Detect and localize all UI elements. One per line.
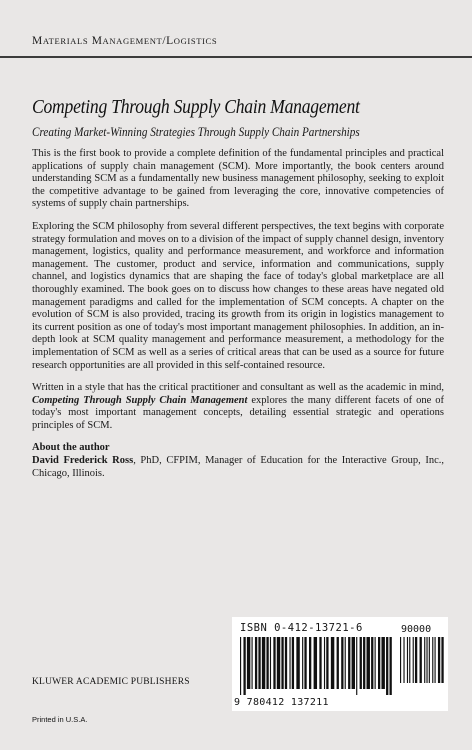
barcode-bar [319,637,321,689]
barcode-bar [407,637,408,683]
barcode-bar [304,637,306,689]
printed-in: Printed in U.S.A. [32,715,88,724]
paragraph-summary [32,382,444,432]
barcode-bar [378,637,380,689]
barcode-bar [270,637,271,689]
barcode-bar [309,637,311,689]
summary-text-end: explores the many different facets of one of today's most important management concepts, detailing essential strategic and operations principles of SCM. [32,394,444,431]
back-cover-text [32,148,444,480]
author-name: David Frederick Ross [32,455,134,467]
barcode-bar [331,637,334,689]
barcode-bar [258,637,260,689]
about-heading: About the author [32,442,110,454]
barcode-bar [432,637,433,683]
barcode-bar [426,637,427,683]
summary-text-start: Written in a style that has the critical practitioner and consultant as well as the academic in mind, [32,382,444,394]
barcode-bar [240,637,241,695]
barcode-bar [326,637,328,689]
barcode-bar [429,637,430,683]
barcode-bar [371,637,373,689]
barcode-bar [420,637,422,683]
isbn-label: ISBN 0-412-13721-6 [240,622,363,634]
barcode-bar [400,637,401,683]
barcode-bar [375,637,376,689]
summary-book-title: Competing Through Supply Chain Management [32,394,248,406]
publisher-name: KLUWER ACADEMIC PUBLISHERS [32,677,190,687]
barcode-bar [285,637,287,689]
barcode-bar [314,637,317,689]
barcode-bar [356,637,357,695]
barcode-bar [403,637,404,683]
barcode-bar [415,637,417,683]
barcode-bar [243,637,245,695]
paragraph-overview: Exploring the SCM philosophy from several different perspectives, the text begins with corporate strategy formulation and moves on to a division of the impact of supply channel design, inventory management, logistics, quality and performance measurement, and workforce and information management. The customer, product and service, information and communications, supply channel, and logistics dynamics that are shaping the face of today's global marketplace are all thoroughly examined. The book goes on to discuss how changes to these areas have negated old management paradigms and called for the implementation of SCM concepts. A chapter on the evolution of SCM is also provided, tracing its growth from its origin in logistics management to its current position as one of today's most important management philosophies. In addition, an in-depth look at SCM quality management and performance measurement, a methodology for the implementation of SCM as well as a series of critical areas that can be used as a source for future research opportunities are all provided in this self-contained resource. [32,220,444,371]
barcode-bar [409,637,410,683]
barcode-bar [381,637,384,689]
barcode-bar [273,637,275,689]
book-subtitle: Creating Market-Winning Strategies Through Supply Chain Partnerships [32,124,360,139]
paragraph-intro: This is the first book to provide a complete definition of the fundamental principles and practical applications of supply chain management (SCM). More importantly, the book centers around understanding SCM as a fundamentally new business management philosophy, seeking to exploit the competitive advantage to be gained from leveraging the core, innovative competencies of systems of supply chain partnerships. [32,148,444,210]
barcode-bar [435,637,436,683]
barcode-bar [324,637,325,689]
barcode-bar [424,637,425,683]
about-author [32,442,444,480]
barcode-bar [277,637,280,689]
barcode-bar [262,637,265,689]
author-credentials: , PhD, CFPIM, Manager of Education for the Interactive Group, Inc., Chicago, Illinois. [32,455,445,479]
barcode-bar [281,637,283,689]
top-band [0,0,472,58]
barcode-bar [390,637,392,695]
barcode-bar [289,637,290,689]
barcode-bar [363,637,365,689]
barcode-bar [341,637,343,689]
author-bio [32,455,444,480]
barcode-bar [413,637,414,683]
barcode-digits: 9 780412 137211 [234,697,329,708]
barcode-bar [367,637,370,689]
barcode-bar [352,637,355,689]
isbn-barcode [240,637,392,695]
barcode-bar [438,637,440,683]
barcode-bar [252,637,253,689]
barcode-bar [360,637,362,689]
barcode-bar [292,637,294,689]
barcode-bar [247,637,250,689]
series-text: MATERIALS MANAGEMENT/LOGISTICS [32,35,218,47]
series-label [32,35,217,47]
barcode-bar [255,637,257,689]
barcode-bar [302,637,303,689]
book-title: Competing Through Supply Chain Management [32,96,360,118]
price-code: 90000 [401,624,432,635]
barcode-bar [345,637,346,689]
barcode-bar [337,637,339,689]
barcode-bar [296,637,299,689]
barcode-bar [266,637,268,689]
barcode-bar [348,637,350,689]
price-barcode [400,637,444,697]
barcode-bar [386,637,388,695]
barcode-bar [441,637,443,683]
